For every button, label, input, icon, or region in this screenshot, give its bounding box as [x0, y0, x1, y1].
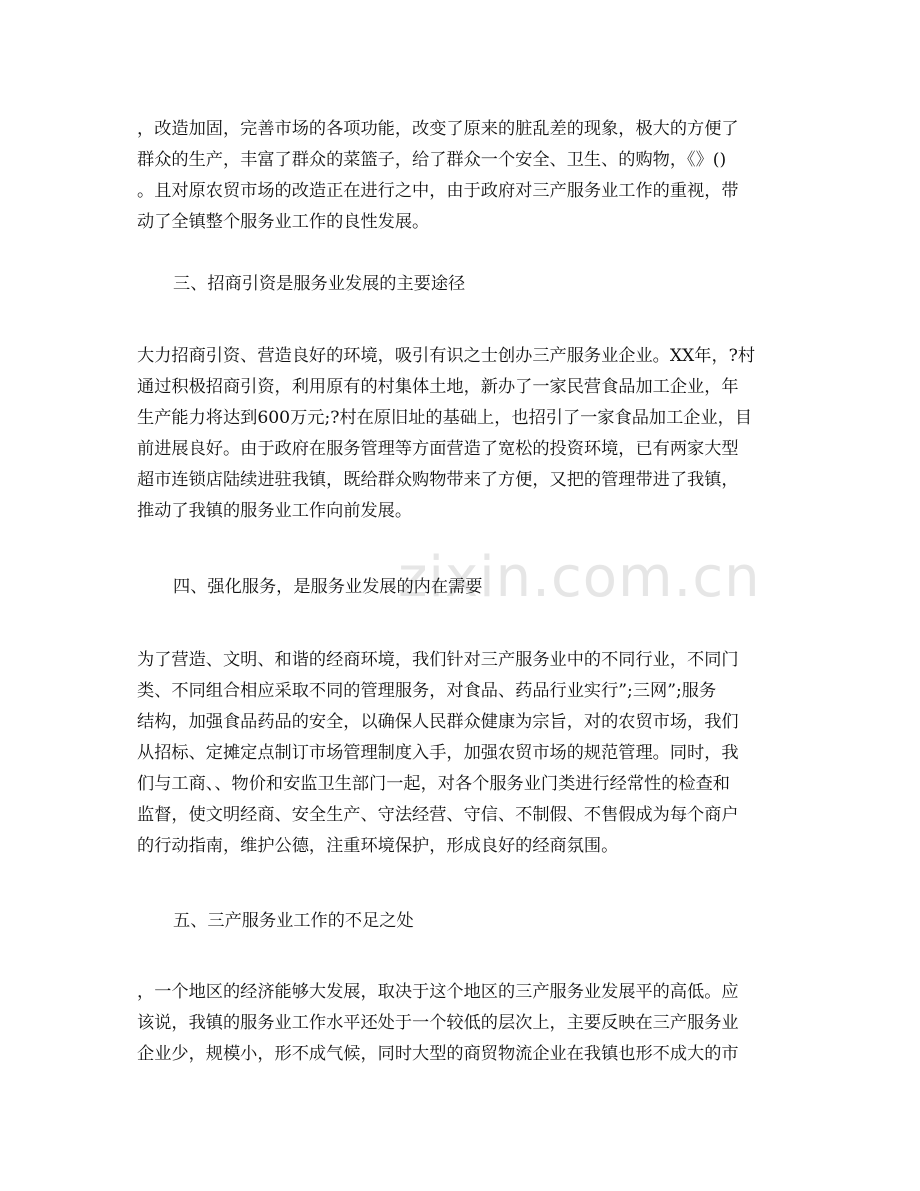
text-line: 的行动指南，维护公德，注重环境保护，形成良好的经商氛围。: [137, 836, 619, 856]
text-line: 类、不同组合相应采取不同的管理服务，对食品、药品行业实行”;三网”;服务: [137, 681, 717, 701]
section-heading-4: 四、强化服务，是服务业发展的内在需要: [173, 577, 483, 597]
paragraph-4: [137, 977, 787, 1070]
text-line: 结构，加强食品药品的安全，以确保人民群众健康为宗旨，对的农贸市场，我们: [137, 712, 739, 732]
text-line: 前进展良好。由于政府在服务管理等方面营造了宽松的投资环境，已有两家大型: [137, 439, 739, 459]
paragraph-3: [137, 645, 787, 862]
text-line: 大力招商引资、营造良好的环境，吸引有识之士创办三产服务业企业。XX年，?村: [137, 346, 756, 366]
text-line: 超市连锁店陆续进驻我镇，既给群众购物带来了方便，又把的管理带进了我镇，: [137, 470, 739, 490]
text-line: 群众的生产，丰富了群众的菜篮子，给了群众一个安全、卫生、的购物，《》(): [137, 150, 727, 170]
text-line: ，改造加固，完善市场的各项功能，改变了原来的脏乱差的现象，极大的方便了: [137, 119, 739, 139]
text-line: 监督，使文明经商、安全生产、守法经营、守信、不制假、不售假成为每个商户: [137, 805, 739, 825]
text-line: 为了营造、文明、和谐的经商环境，我们针对三产服务业中的不同行业，不同门: [137, 650, 739, 670]
watermark: zixin.com.cn: [398, 545, 761, 610]
text-line: ，一个地区的经济能够大发展，取决于这个地区的三产服务业发展平的高低。应: [137, 982, 739, 1002]
paragraph-1: [137, 114, 787, 238]
text-line: 推动了我镇的服务业工作向前发展。: [137, 501, 413, 521]
text-line: 动了全镇整个服务业工作的良性发展。: [137, 212, 430, 232]
text-line: 从招标、定摊定点制订市场管理制度入手，加强农贸市场的规范管理。同时，我: [137, 743, 739, 763]
section-heading-3: 三、招商引资是服务业发展的主要途径: [173, 274, 466, 294]
text-line: 们与工商、、物价和安监卫生部门一起，对各个服务业门类进行经常性的检查和: [137, 774, 730, 794]
section-heading-5: 五、三产服务业工作的不足之处: [173, 911, 414, 931]
text-line: 生产能力将达到600万元;?村在原旧址的基础上，也招引了一家食品加工企业，目: [137, 408, 753, 428]
text-line: 通过积极招商引资，利用原有的村集体土地，新办了一家民营食品加工企业，年: [137, 377, 739, 397]
text-line: 企业少，规模小，形不成气候，同时大型的商贸物流企业在我镇也形不成大的市: [137, 1044, 739, 1064]
text-line: 该说，我镇的服务业工作水平还处于一个较低的层次上，主要反映在三产服务业: [137, 1013, 739, 1033]
text-line: 。且对原农贸市场的改造正在进行之中，由于政府对三产服务业工作的重视，带: [137, 181, 739, 201]
paragraph-2: [137, 341, 787, 527]
